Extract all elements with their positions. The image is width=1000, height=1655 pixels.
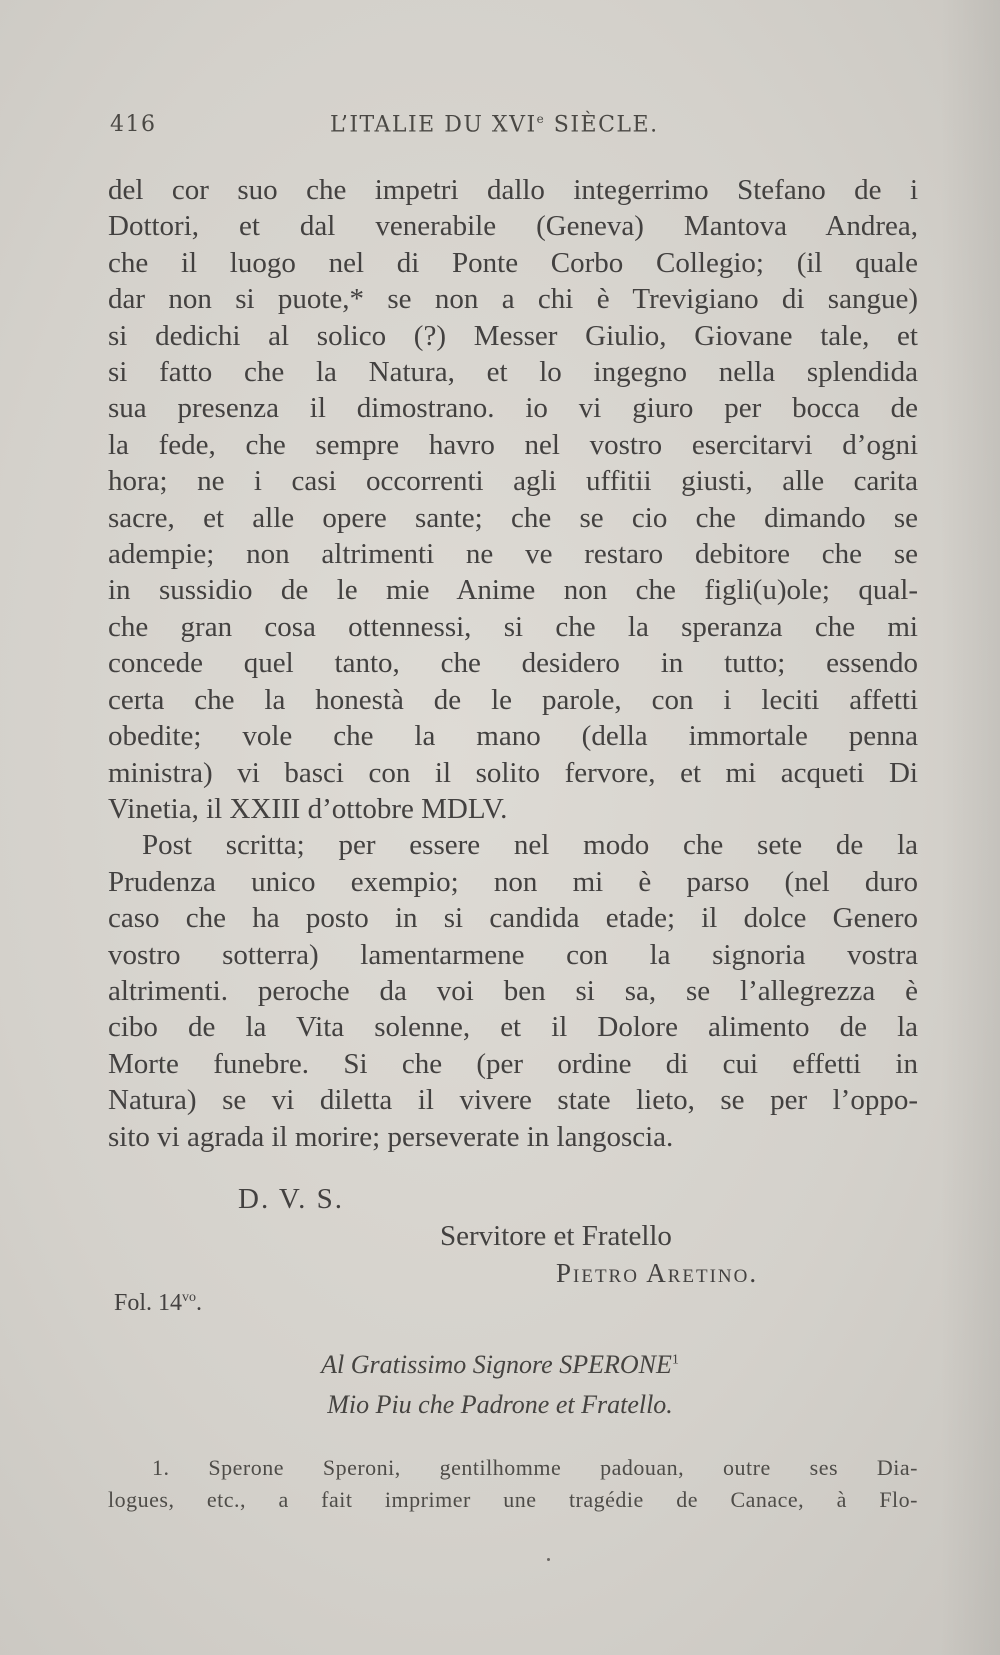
text-line: sacre, et alle opere sante; che se cio che dimando se: [108, 501, 918, 534]
text-line: che il luogo nel di Ponte Corbo Collegio; (il quale: [108, 246, 918, 279]
text-line: Vinetia, il XXIII d’ottobre MDLV.: [108, 792, 508, 825]
text-line: cibo de la Vita solenne, et il Dolore alimento de la: [108, 1011, 918, 1044]
text-line: hora; ne i casi occorrenti agli uffitii giusti, alle carita: [108, 465, 918, 498]
addressee-line-2: Mio Piu che Padrone et Fratello.: [327, 1390, 673, 1419]
text-line: altrimenti. peroche da voi ben si sa, se l’allegrezza è: [108, 974, 918, 1007]
page-edge-shadow: [940, 0, 1000, 1655]
text-line: sua presenza il dimostrano. io vi giuro per bocca de: [108, 392, 918, 425]
text-line: ministra) vi basci con il solito fervore, et mi acqueti Di: [108, 756, 918, 789]
running-title-end: SIÈCLE.: [545, 112, 659, 138]
page-number: 416: [110, 112, 157, 137]
running-title-main: L’ITALIE DU XVI: [330, 112, 537, 138]
running-title: [330, 112, 659, 137]
footnote-line: 1. Sperone Speroni, gentilhomme padouan, outre ses Dia-: [152, 1455, 918, 1480]
text-line: vostro sotterra) lamentarmene con la signoria vostra: [108, 938, 918, 971]
text-line: dar non si puote,* se non a chi è Trevigiano di sangue): [108, 283, 918, 316]
closing-formula: Servitore et Fratello: [440, 1220, 672, 1252]
addressee-text: Al Gratissimo Signore SPERONE: [321, 1350, 672, 1379]
text-line: del cor suo che impetri dallo integerrimo Stefano de i: [108, 174, 918, 206]
text-line: Prudenza unico exempio; non mi è parso (nel duro: [108, 865, 918, 898]
footnote: [108, 1452, 918, 1516]
text-line: si dedichi al solico (?) Messer Giulio, Giovane tale, et: [108, 319, 918, 352]
text-line: concede quel tanto, che desidero in tutto; essendo: [108, 647, 918, 680]
initials: D. V. S.: [238, 1183, 345, 1215]
text-line: caso che ha posto in si candida etade; il dolce Genero: [108, 902, 918, 935]
folio-end: .: [196, 1290, 203, 1316]
running-title-superscript: e: [536, 112, 546, 126]
text-line: la fede, che sempre havro nel vostro esercitarvi d’ogni: [108, 428, 918, 461]
page-header: [110, 112, 910, 152]
signature: Pietro Aretino.: [556, 1258, 759, 1288]
footnote-marker: 1: [671, 1352, 679, 1368]
text-line: che gran cosa ottennessi, si che la speranza che mi: [108, 610, 918, 643]
folio-text: Fol. 14: [114, 1290, 183, 1316]
text-line: in sussidio de le mie Anime non che figli(u)ole; qual-: [108, 574, 918, 607]
text-line: obedite; vole che la mano (della immortale penna: [108, 720, 918, 753]
letter-body: [108, 172, 918, 1155]
text-line: Natura) se vi diletta il vivere state lieto, se per l’oppo-: [108, 1084, 918, 1117]
text-line: Morte funebre. Si che (per ordine di cui effetti in: [108, 1047, 918, 1080]
folio-superscript: vo: [182, 1290, 197, 1305]
text-line: si fatto che la Natura, et lo ingegno nella splendida: [108, 356, 918, 389]
text-line-postscript: Post scritta; per essere nel modo che sete de la: [142, 829, 918, 862]
folio-reference: [114, 1290, 202, 1317]
text-line: sito vi agrada il morire; perseverate in langoscia.: [108, 1120, 674, 1153]
text-line: adempie; non altrimenti ne ve restaro debitore che se: [108, 538, 918, 571]
text-line: Dottori, et dal venerabile (Geneva) Mantova Andrea,: [108, 210, 918, 243]
text-line: certa che la honestà de le parole, con i leciti affetti: [108, 683, 918, 716]
addressee-line-1: [0, 1350, 1000, 1380]
footnote-line: logues, etc., a fait imprimer une tragédie de Canace, à Flo-: [108, 1487, 918, 1512]
paper-speck: [547, 1558, 550, 1561]
